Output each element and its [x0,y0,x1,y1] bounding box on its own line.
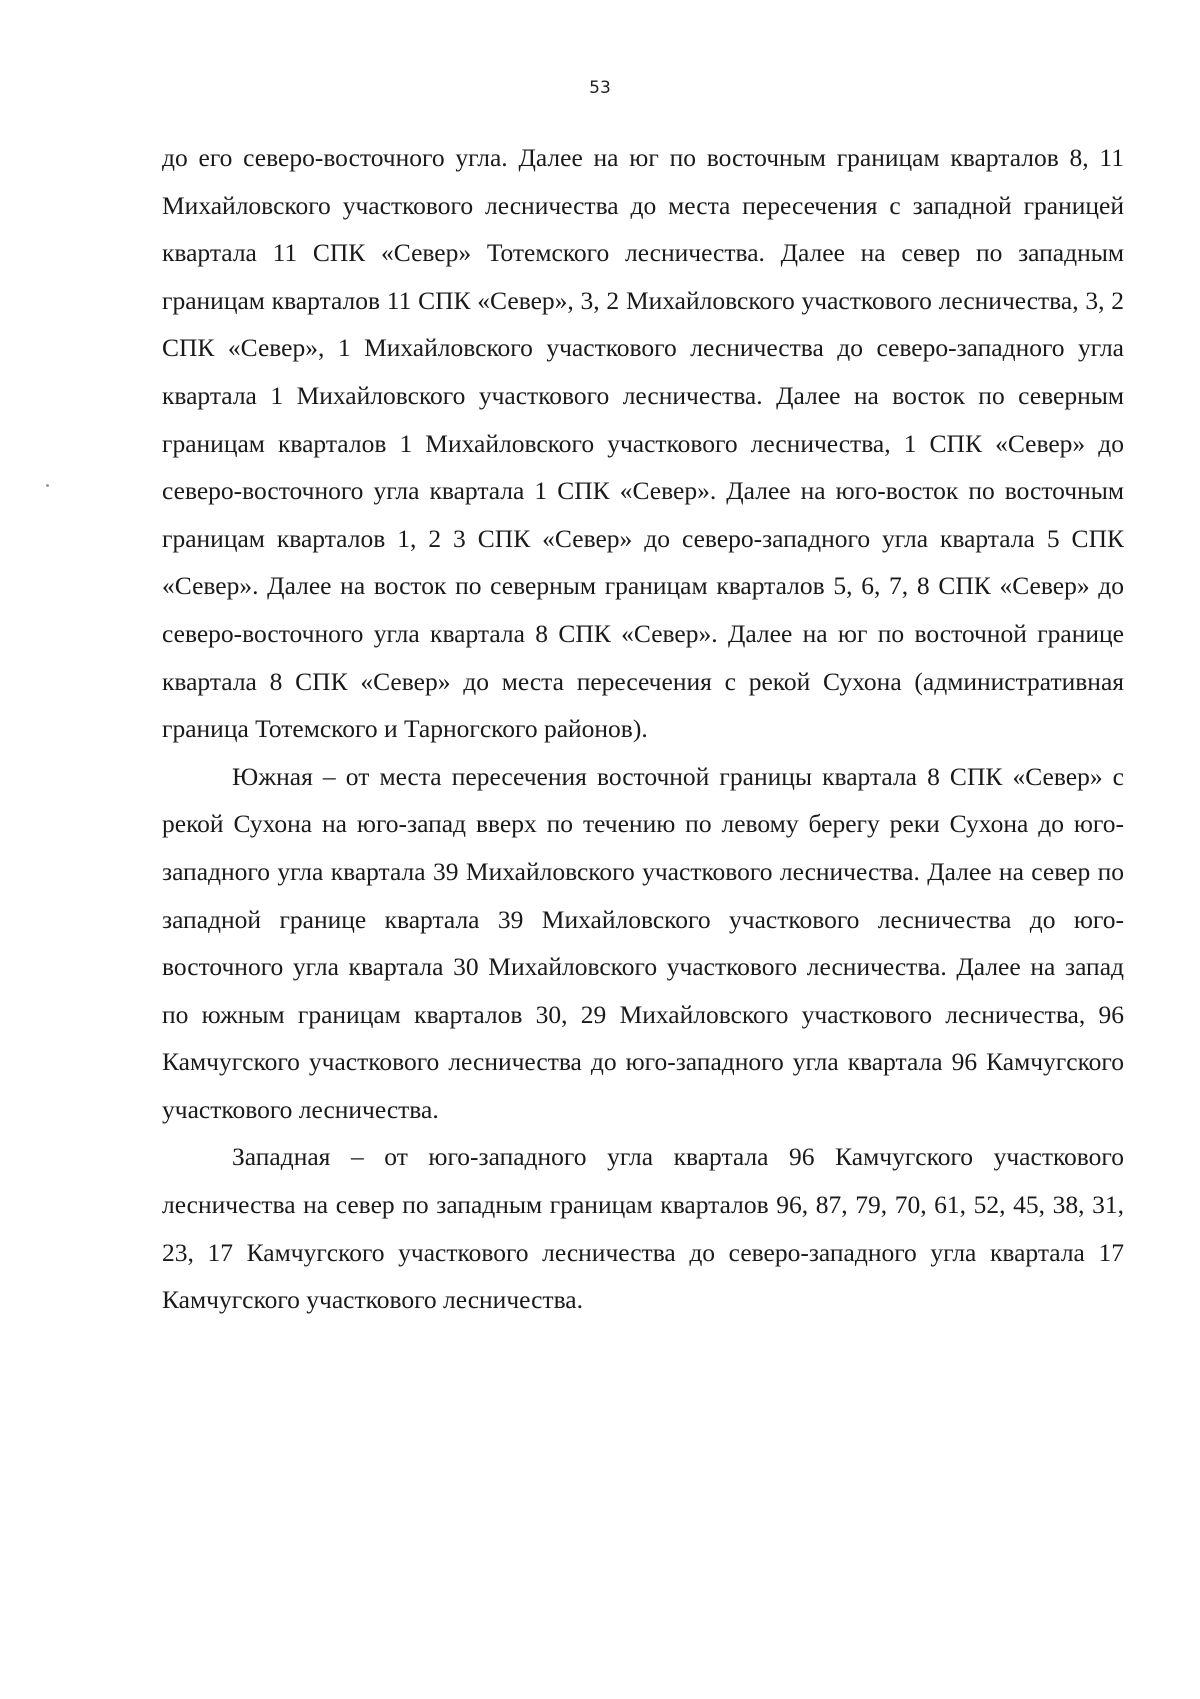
document-body [162,134,1124,1324]
scan-speck [46,484,49,487]
paragraph-boundary-west: Западная – от юго-западного угла квартала 96 Камчугского участкового лесничества на север по западным границам кварталов 96, 87, 79, 70, 61, 52, 45, 38, 31, 23, 17 Камчугского участкового лесничества до северо-западного угла квартала 17 Камчугского участкового лесничества. [162,1142,1124,1315]
page-number: 53 [589,78,611,98]
paragraph-boundary-east-continued: до его северо-восточного угла. Далее на юг по восточным границам кварталов 8, 11 Михайловского участкового лесничества до места пересечения с западной границей квартала 11 СПК «Север» Тотемского лесничества. Далее на север по западным границам кварталов 11 СПК «Север», 3, 2 Михайловского участкового лесничества, 3, 2 СПК «Север», 1 Михайловского участкового лесничества до северо-западного угла квартала 1 Михайловского участкового лесничества. Далее на восток по северным границам кварталов 1 Михайловского участкового лесничества, 1 СПК «Север» до северо-восточного угла квартала 1 СПК «Север». Далее на юго-восток по восточным границам кварталов 1, 2 3 СПК «Север» до северо-западного угла квартала 5 СПК «Север». Далее на восток по северным границам кварталов 5, 6, 7, 8 СПК «Север» до северо-восточного угла квартала 8 СПК «Север». Далее на юг по восточной границе квартала 8 СПК «Север» до места пересечения с рекой Сухона (административная граница Тотемского и Тарногского районов). [162,143,1124,744]
paragraph-boundary-south: Южная – от места пересечения восточной границы квартала 8 СПК «Север» с рекой Сухона на юго-запад вверх по течению по левому берегу реки Сухона до юго-западного угла квартала 39 Михайловского участкового лесничества. Далее на север по западной границе квартала 39 Михайловского участкового лесничества до юго-восточного угла квартала 30 Михайловского участкового лесничества. Далее на запад по южным границам кварталов 30, 29 Михайловского участкового лесничества, 96 Камчугского участкового лесничества до юго-западного угла квартала 96 Камчугского участкового лесничества. [162,761,1124,1124]
